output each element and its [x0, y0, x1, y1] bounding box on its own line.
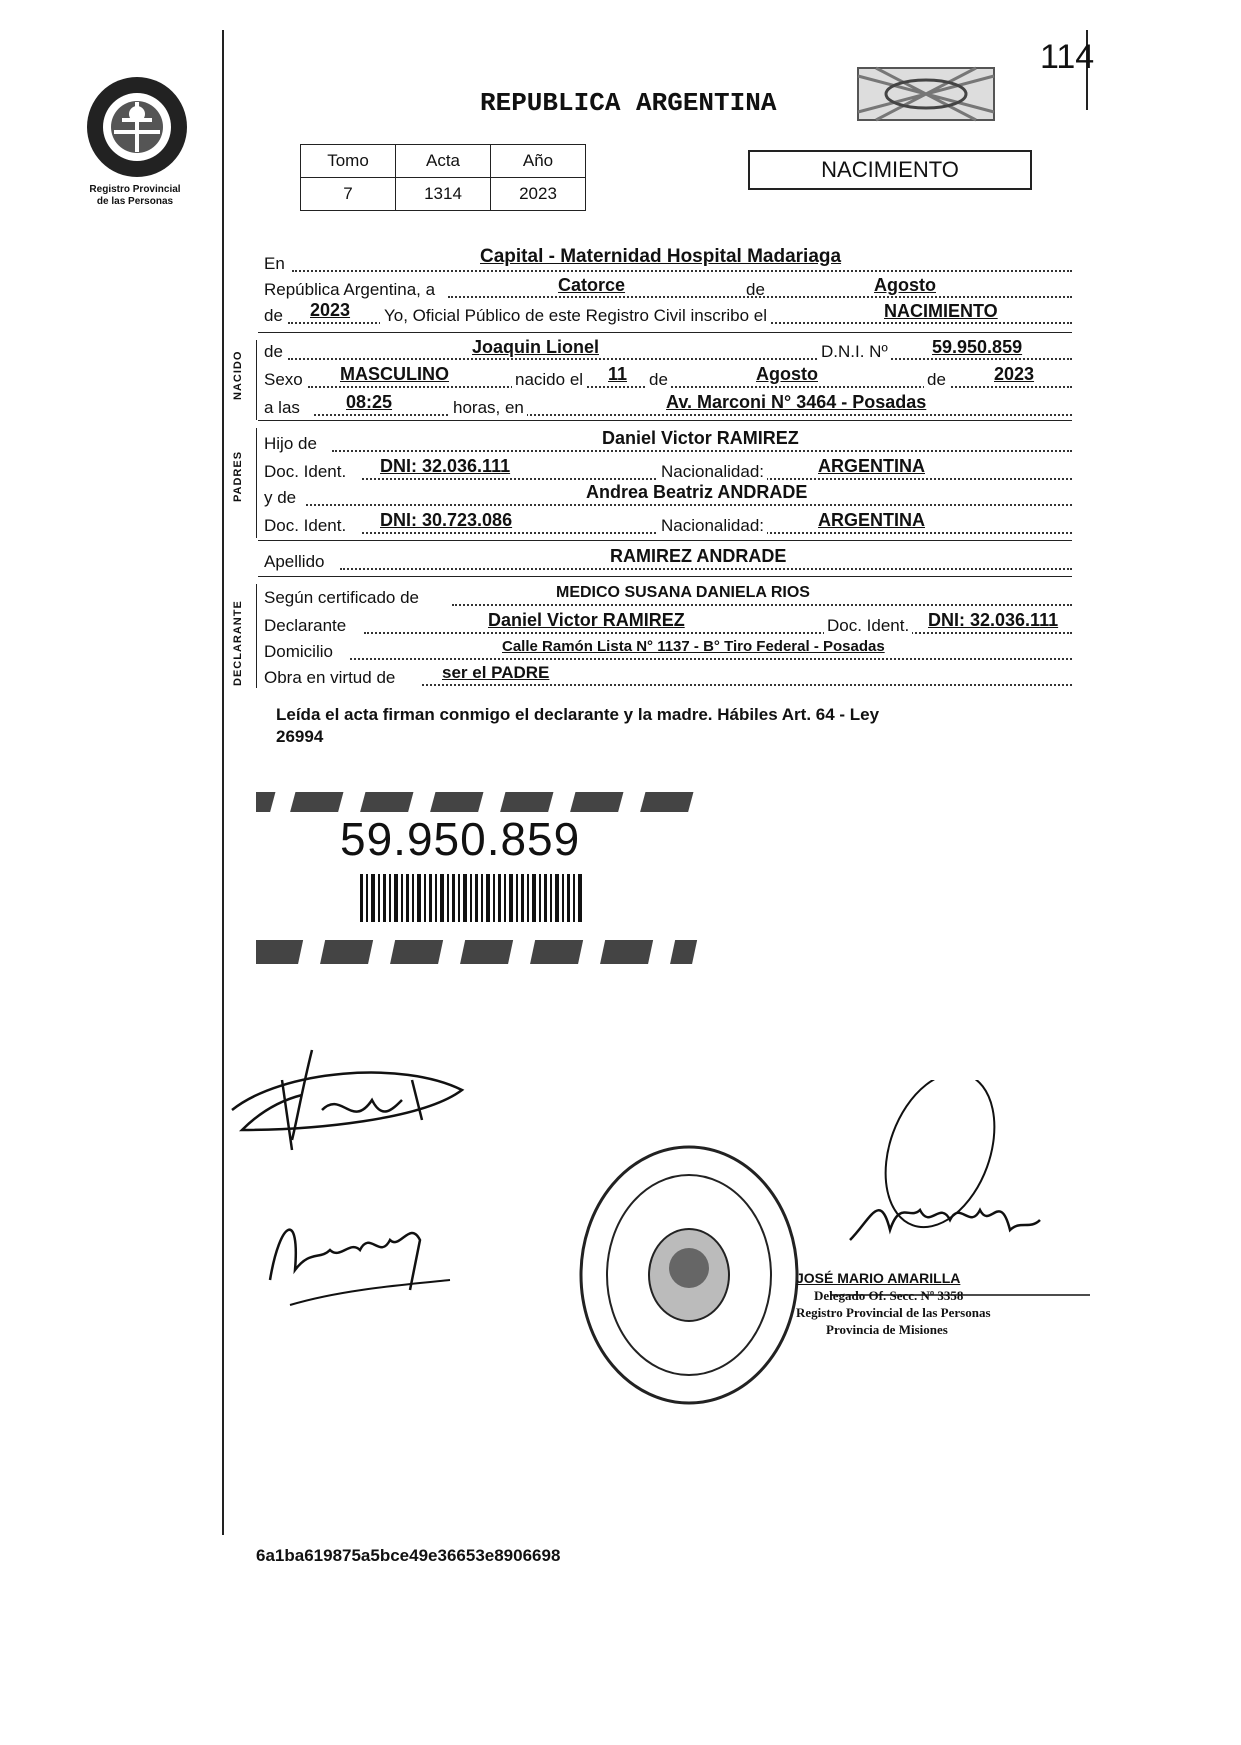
table-header: Acta: [396, 145, 491, 178]
sexo-dots: [308, 386, 1072, 388]
alas-label: a las: [264, 398, 300, 417]
hora-value: 08:25: [346, 392, 393, 412]
madre-dots: [306, 504, 1072, 506]
decl-value: Daniel Victor RAMIREZ: [488, 610, 685, 630]
padre-value: Daniel Victor RAMIREZ: [602, 428, 799, 448]
nacido-de-label: de: [264, 342, 283, 361]
section-divider: [258, 332, 1072, 333]
horas-label: horas, en: [450, 398, 527, 418]
obra-value: ser el PADRE: [442, 663, 550, 682]
table-cell: 2023: [491, 178, 586, 211]
page-number: 114: [1040, 38, 1095, 76]
padre-doc-label: Doc. Ident.: [264, 462, 347, 481]
security-pattern-bottom: [256, 936, 716, 973]
lugar-value: Av. Marconi N° 3464 - Posadas: [666, 392, 927, 412]
security-emblem: [856, 66, 996, 122]
padre-nac: ARGENTINA: [818, 456, 925, 476]
en-dots: [292, 270, 1072, 272]
cert-value: MEDICO SUSANA DANIELA RIOS: [556, 584, 810, 601]
madre-doc: DNI: 30.723.086: [380, 510, 513, 530]
official-org: Registro Provincial de las Personas: [796, 1305, 991, 1320]
padres-label: PADRES: [232, 450, 244, 502]
en-value: Capital - Maternidad Hospital Madariaga: [480, 246, 842, 267]
dom-value: Calle Ramón Lista N° 1137 - B° Tiro Federal - Posadas: [502, 638, 885, 655]
nombre-value: Joaquin Lionel: [472, 337, 600, 357]
sexo-value: MASCULINO: [340, 364, 449, 384]
section-divider: [258, 540, 1072, 541]
nacido-dia: 11: [608, 364, 628, 384]
declarante-label: DECLARANTE: [232, 600, 244, 686]
record-type-box: [748, 150, 1032, 190]
nota-text: Leída el acta firman conmigo el declarante y la madre. Hábiles Art. 64 - Ley 26994: [276, 705, 880, 746]
mes-value: Agosto: [874, 275, 936, 295]
hora-dots: [314, 414, 1072, 416]
en-label: En: [264, 254, 285, 273]
nombre-dots: [288, 358, 1072, 360]
table-header: Tomo: [301, 145, 396, 178]
dom-label: Domicilio: [264, 642, 333, 661]
record-table: [300, 144, 586, 211]
madre-value: Andrea Beatriz ANDRADE: [586, 482, 808, 502]
nacido-mes: Agosto: [756, 364, 818, 384]
nacido-de: de: [646, 370, 671, 390]
declarante-signature: [222, 1040, 482, 1175]
section-divider: [258, 576, 1072, 577]
apellido-value: RAMIREZ ANDRADE: [610, 546, 787, 566]
padres-bar: [256, 428, 257, 538]
nacido-bar: [256, 340, 257, 420]
acto-value: NACIMIENTO: [884, 301, 998, 321]
cert-dots: [452, 604, 1072, 606]
table-cell: 1314: [396, 178, 491, 211]
dom-dots: [350, 658, 1072, 660]
padre-nac-label: Nacionalidad:: [658, 462, 767, 482]
hijo-label: Hijo de: [264, 434, 317, 453]
barcode: [360, 874, 582, 927]
apellido-label: Apellido: [264, 552, 325, 571]
nacido-label: NACIDO: [232, 350, 244, 400]
nacido-el-label: nacido el: [512, 370, 586, 390]
yde-label: y de: [264, 488, 297, 507]
document-hash: 6a1ba619875a5bce49e36653e8906698: [256, 1546, 561, 1565]
anio-value: 2023: [310, 300, 351, 320]
madre-nac: ARGENTINA: [818, 510, 925, 530]
de-label: de: [746, 280, 765, 299]
country-title: REPUBLICA ARGENTINA: [480, 88, 777, 118]
decl-doc-value: DNI: 32.036.111: [928, 610, 1059, 630]
left-margin-line: [222, 30, 224, 1535]
rep-label: República Argentina, a: [264, 280, 436, 299]
obra-label: Obra en virtud de: [264, 668, 396, 687]
madre-doc-label: Doc. Ident.: [264, 516, 347, 535]
official-name: JOSÉ MARIO AMARILLA: [796, 1270, 961, 1286]
official-title: Delegado Of. Secc. Nº 3358: [814, 1288, 964, 1303]
dia-value: Catorce: [558, 275, 626, 295]
table-cell: 7: [301, 178, 396, 211]
padre-dots: [332, 450, 1072, 452]
obra-dots: [422, 684, 1072, 686]
dni-large-number: 59.950.859: [340, 813, 581, 865]
madre-signature: [260, 1190, 460, 1315]
madre-nac-label: Nacionalidad:: [658, 516, 767, 536]
record-type: NACIMIENTO: [821, 157, 959, 182]
section-divider: [258, 420, 1072, 421]
nacido-de-2: de: [924, 370, 949, 390]
declarante-bar: [256, 584, 257, 688]
decl-dots: [364, 632, 1072, 634]
official-stamp: [574, 1140, 804, 1415]
oficial-text: Yo, Oficial Público de este Registro Civil inscribo el: [380, 306, 771, 326]
padre-doc: DNI: 32.036.111: [380, 456, 511, 476]
de-label-2: de: [264, 306, 283, 325]
official-prov: Provincia de Misiones: [826, 1322, 948, 1337]
decl-doc-label: Doc. Ident.: [824, 616, 912, 636]
nacido-anio: 2023: [994, 364, 1035, 384]
sexo-label: Sexo: [264, 370, 303, 389]
dni-value: 59.950.859: [932, 337, 1023, 357]
apellido-dots: [340, 568, 1072, 570]
registry-logo: [82, 72, 192, 182]
cert-label: Según certificado de: [264, 588, 419, 607]
decl-label: Declarante: [264, 616, 347, 635]
official-info: [796, 1270, 991, 1338]
table-header: Año: [491, 145, 586, 178]
logo-caption: Registro Provincial de las Personas: [89, 184, 181, 207]
dni-label: D.N.I. Nº: [818, 342, 891, 362]
